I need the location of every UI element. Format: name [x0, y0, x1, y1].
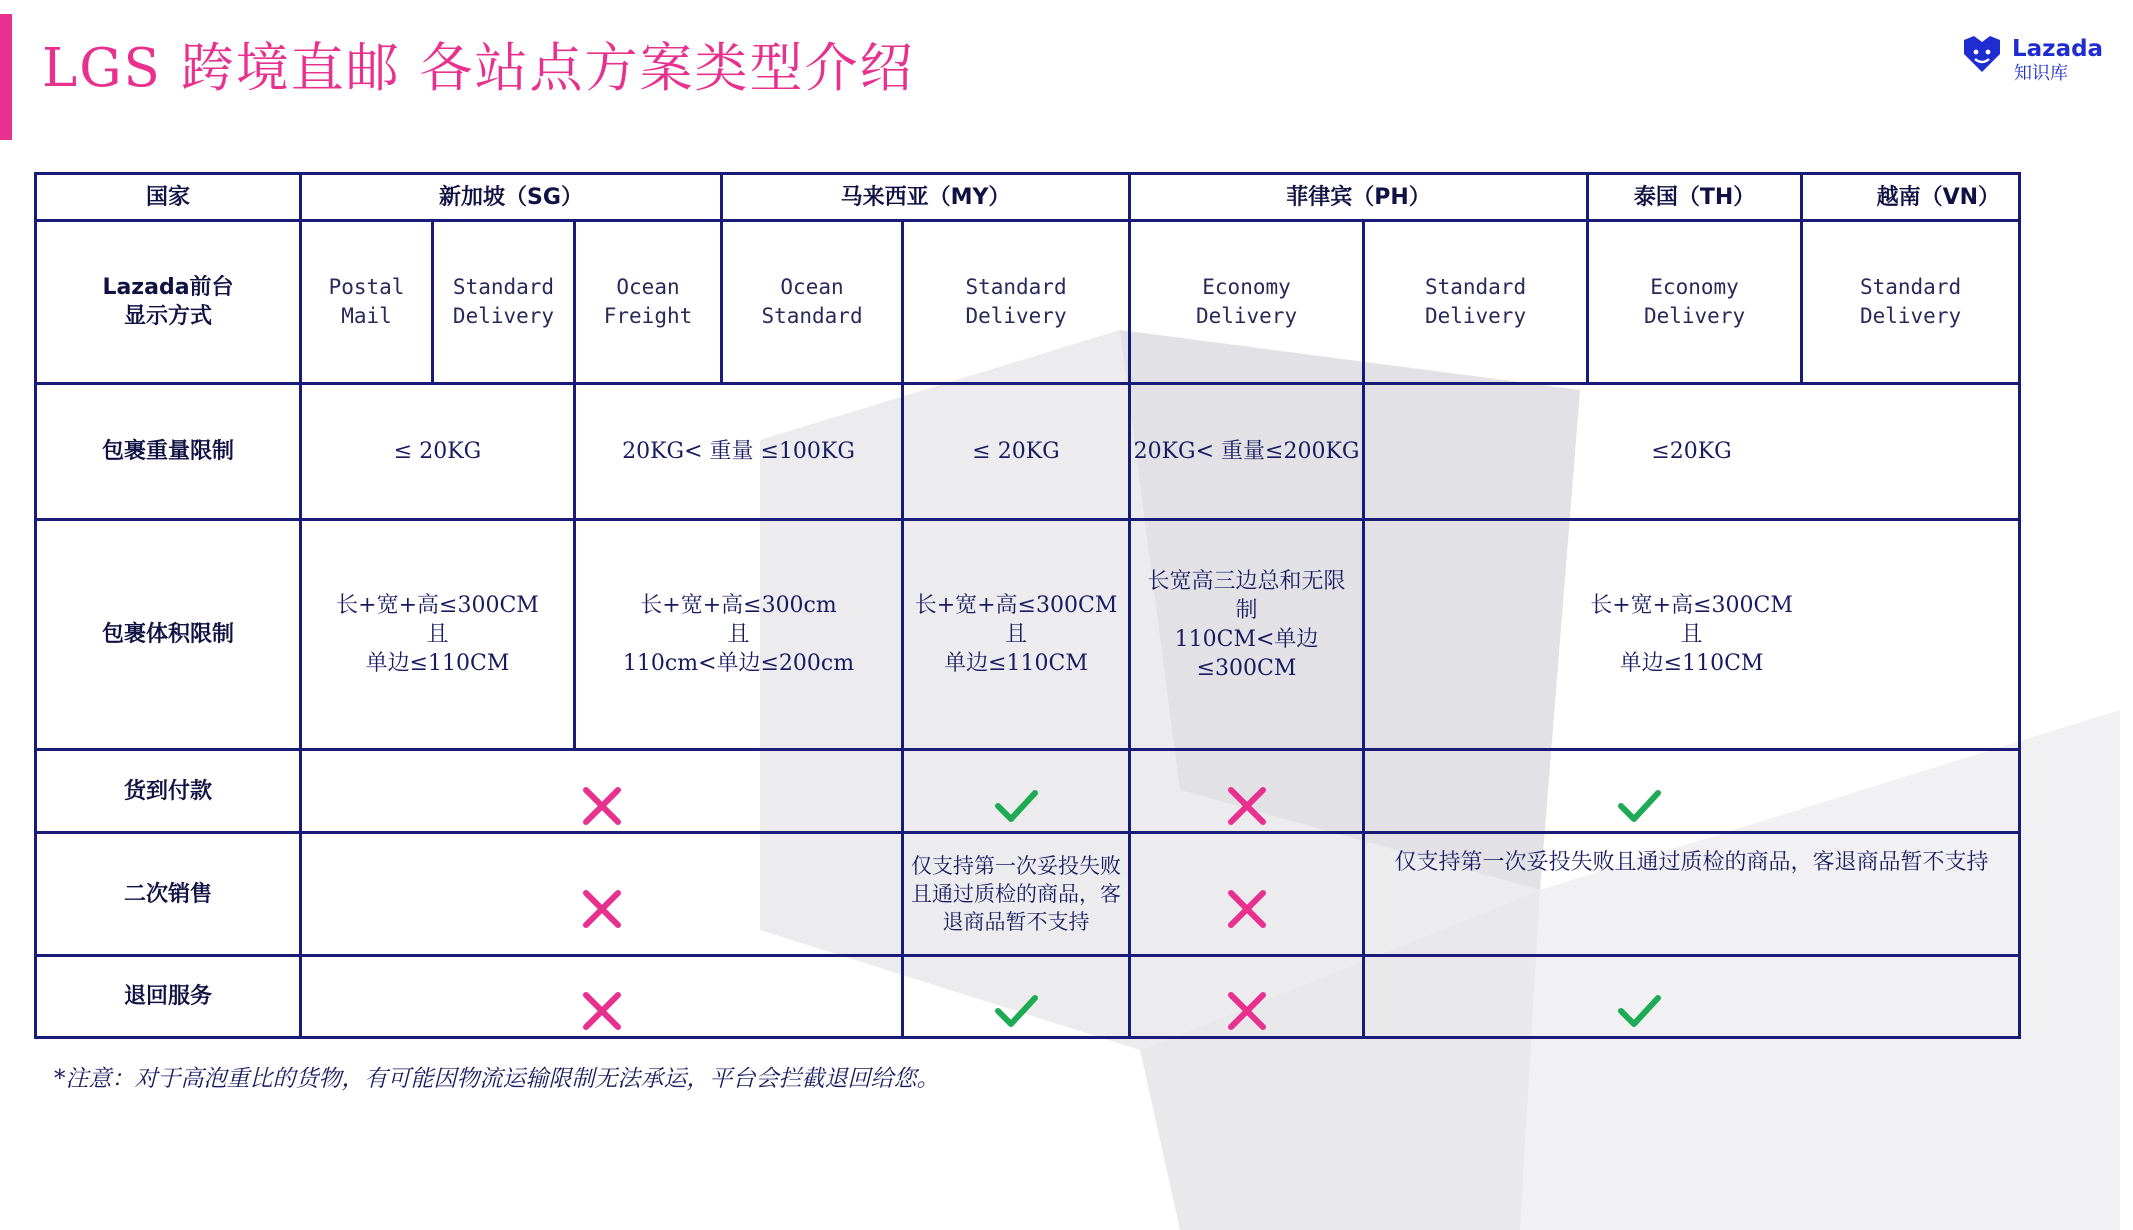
- table-row-cod: [36, 750, 2020, 833]
- cell-volume-sg: 长+宽+高≤300CM 且 单边≤110CM: [301, 520, 575, 750]
- logo-name: Lazada: [2012, 36, 2104, 62]
- cell-resale-sg-ocean: [301, 833, 903, 956]
- cell-my-ocean-standard: Ocean Standard: [722, 221, 903, 384]
- cell-weight-ph-economy: 20KG< 重量≤200KG: [1130, 384, 1364, 520]
- header-th: 泰国（TH）: [1588, 174, 1802, 221]
- cell-returns-rest: [1364, 956, 2020, 1038]
- cross-icon: [1223, 885, 1271, 933]
- header-vn: 越南（VN）: [1802, 174, 2020, 221]
- checkmark-icon: [1615, 782, 1663, 830]
- cell-volume-ocean: 长+宽+高≤300cm 且 110cm<单边≤200cm: [575, 520, 903, 750]
- checkmark-icon: [992, 782, 1040, 830]
- header-sg: 新加坡（SG）: [301, 174, 722, 221]
- cell-weight-rest: ≤20KG: [1364, 384, 2020, 520]
- row-label-returns: 退回服务: [36, 956, 301, 1038]
- cross-icon: [1223, 987, 1271, 1035]
- header-ph: 菲律宾（PH）: [1130, 174, 1588, 221]
- cell-resale-rest: 仅支持第一次妥投失败且通过质检的商品，客退商品暂不支持: [1364, 833, 2020, 956]
- table-row-weight: [36, 384, 2020, 520]
- logo-subtitle: 知识库: [2014, 63, 2068, 84]
- lazada-heart-icon: [1960, 34, 2004, 74]
- header-my: 马来西亚（MY）: [722, 174, 1130, 221]
- cell-cod-sg-ocean: [301, 750, 903, 833]
- cell-cod-my-standard: [903, 750, 1130, 833]
- cell-returns-sg-ocean: [301, 956, 903, 1038]
- cell-vn-standard-delivery: Standard Delivery: [1802, 221, 2020, 384]
- cell-th-economy-delivery: Economy Delivery: [1588, 221, 1802, 384]
- cell-returns-my-standard: [903, 956, 1130, 1038]
- cell-weight-my-standard: ≤ 20KG: [903, 384, 1130, 520]
- cross-icon: [578, 987, 626, 1035]
- cell-ph-standard-delivery: Standard Delivery: [1364, 221, 1588, 384]
- cell-volume-ph-economy: 长宽高三边总和无限 制 110CM<单边≤300CM: [1130, 520, 1364, 750]
- cell-weight-sg: ≤ 20KG: [301, 384, 575, 520]
- cell-ph-economy-delivery: Economy Delivery: [1130, 221, 1364, 384]
- cell-cod-rest: [1364, 750, 2020, 833]
- cell-volume-my-standard: 长+宽+高≤300CM 且 单边≤110CM: [903, 520, 1130, 750]
- row-label-weight: 包裹重量限制: [36, 384, 301, 520]
- cross-icon: [578, 782, 626, 830]
- title-accent-bar: [0, 14, 12, 140]
- footnote: *注意：对于高泡重比的货物，有可能因物流运输限制无法承运，平台会拦截退回给您。: [54, 1066, 940, 1092]
- checkmark-icon: [1615, 987, 1663, 1035]
- cell-returns-ph-economy: [1130, 956, 1364, 1038]
- cell-sg-standard-delivery: Standard Delivery: [433, 221, 575, 384]
- table-row-volume: [36, 520, 2020, 750]
- cell-cod-ph-economy: [1130, 750, 1364, 833]
- row-label-resale: 二次销售: [36, 833, 301, 956]
- cell-my-standard-delivery: Standard Delivery: [903, 221, 1130, 384]
- cell-resale-ph-economy: [1130, 833, 1364, 956]
- cell-volume-rest: 长+宽+高≤300CM 且 单边≤110CM: [1364, 520, 2020, 750]
- row-label-cod: 货到付款: [36, 750, 301, 833]
- cell-resale-my-standard: 仅支持第一次妥投失败且通过质检的商品，客退商品暂不支持: [903, 833, 1130, 956]
- lazada-logo: [1960, 34, 2104, 94]
- cross-icon: [1223, 782, 1271, 830]
- plan-comparison-table: [34, 172, 2021, 1039]
- cross-icon: [578, 885, 626, 933]
- cell-sg-ocean-freight: Ocean Freight: [575, 221, 722, 384]
- checkmark-icon: [992, 987, 1040, 1035]
- table-row-display: [36, 221, 2020, 384]
- header-country: 国家: [36, 174, 301, 221]
- cell-sg-postal-mail: Postal Mail: [301, 221, 433, 384]
- row-label-display: Lazada前台 显示方式: [36, 221, 301, 384]
- table-row-country: [36, 174, 2020, 221]
- cell-weight-ocean: 20KG< 重量 ≤100KG: [575, 384, 903, 520]
- table-row-returns: [36, 956, 2020, 1038]
- table-row-resale: [36, 833, 2020, 956]
- page-title: LGS 跨境直邮 各站点方案类型介绍: [42, 38, 915, 99]
- row-label-volume: 包裹体积限制: [36, 520, 301, 750]
